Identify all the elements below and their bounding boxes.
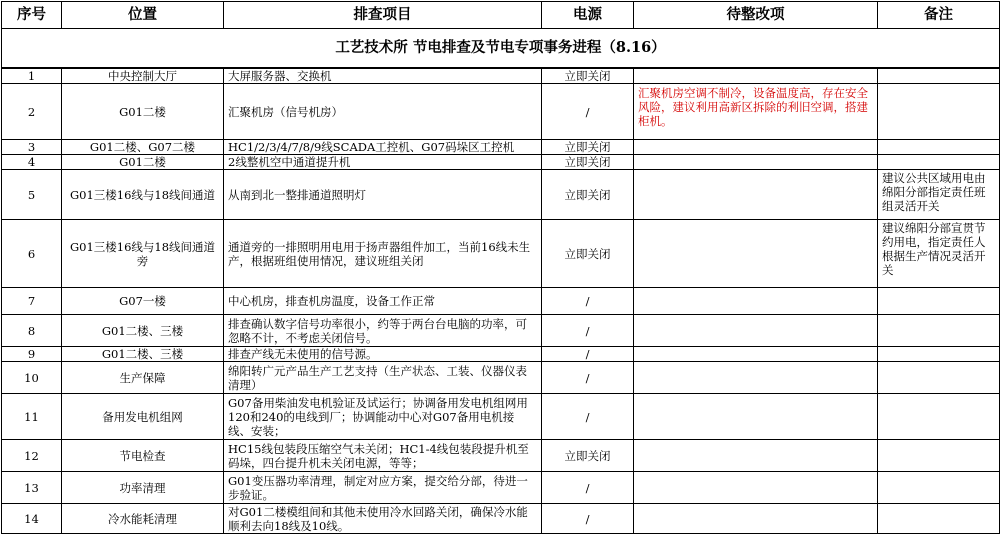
table-row [2,440,1000,472]
pending-cell [634,394,878,440]
location-cell: 冷水能耗清理 [62,504,224,534]
seq-cell: 11 [2,394,62,440]
item-cell: 2线整机空中通道提升机 [224,155,542,170]
remark-cell [878,68,1000,84]
table-row [2,170,1000,220]
item-cell: HC15线包装段压缩空气未关闭；HC1-4线包装段提升机至码垛，四台提升机未关闭电源，等等； [224,440,542,472]
power-cell: 立即关闭 [542,155,634,170]
seq-cell: 1 [2,68,62,84]
seq-cell: 12 [2,440,62,472]
location-cell: G01二楼、三楼 [62,315,224,347]
table-row [2,155,1000,170]
remark-cell [878,472,1000,504]
location-cell: G01二楼、三楼 [62,347,224,362]
table-row [2,84,1000,140]
seq-cell: 13 [2,472,62,504]
power-cell: / [542,84,634,140]
location-cell: G01二楼、G07二楼 [62,140,224,155]
power-cell: / [542,394,634,440]
item-cell: 对G01二楼模组间和其他未使用冷水回路关闭，确保冷水能顺利去向18线及10线。 [224,504,542,534]
remark-cell [878,288,1000,315]
pending-cell [634,288,878,315]
pending-cell [634,315,878,347]
header-seq: 序号 [2,2,62,29]
table-row [2,220,1000,288]
seq-cell: 10 [2,362,62,394]
header-power: 电源 [542,2,634,29]
page-title: 工艺技术所 节电排查及节电专项事务进程（8.16） [2,29,1000,69]
seq-cell: 7 [2,288,62,315]
location-cell: G01三楼16线与18线间通道旁 [62,220,224,288]
seq-cell: 3 [2,140,62,155]
pending-cell [634,155,878,170]
item-cell: 汇聚机房（信号机房） [224,84,542,140]
header-remark: 备注 [878,2,1000,29]
seq-cell: 8 [2,315,62,347]
remark-cell [878,155,1000,170]
pending-cell [634,504,878,534]
header-pending: 待整改项 [634,2,878,29]
header-item: 排查项目 [224,2,542,29]
header-location: 位置 [62,2,224,29]
table-row [2,140,1000,155]
remark-cell [878,504,1000,534]
item-cell: 通道旁的一排照明用电用于扬声器组件加工，当前16线未生产，根据班组使用情况，建议班组关闭 [224,220,542,288]
power-cell: 立即关闭 [542,68,634,84]
remark-cell: 建议绵阳分部宣贯节约用电，指定责任人根据生产情况灵活开关 [878,220,1000,288]
pending-cell [634,440,878,472]
table-row [2,394,1000,440]
item-cell: 中心机房，排查机房温度，设备工作正常 [224,288,542,315]
seq-cell: 9 [2,347,62,362]
power-cell: / [542,362,634,394]
seq-cell: 2 [2,84,62,140]
pending-cell [634,347,878,362]
table-row [2,362,1000,394]
item-cell: 排查产线无未使用的信号源。 [224,347,542,362]
power-cell: 立即关闭 [542,440,634,472]
header-row [2,2,1000,29]
item-cell: 从南到北一整排通道照明灯 [224,170,542,220]
item-cell: G01变压器功率清理，制定对应方案，提交给分部，待进一步验证。 [224,472,542,504]
location-cell: G07一楼 [62,288,224,315]
location-cell: 节电检查 [62,440,224,472]
pending-cell [634,472,878,504]
location-cell: 生产保障 [62,362,224,394]
location-cell: 功率清理 [62,472,224,504]
remark-cell [878,440,1000,472]
item-cell: 排查确认数字信号功率很小，约等于两台台电脑的功率，可忽略不计，不考虑关闭信号。 [224,315,542,347]
location-cell: 中央控制大厅 [62,68,224,84]
table-row [2,504,1000,534]
location-cell: G01三楼16线与18线间通道 [62,170,224,220]
item-cell: HC1/2/3/4/7/8/9线SCADA工控机、G07码垛区工控机 [224,140,542,155]
table-row [2,472,1000,504]
seq-cell: 5 [2,170,62,220]
remark-cell [878,315,1000,347]
remark-cell [878,140,1000,155]
location-cell: G01二楼 [62,84,224,140]
remark-cell: 建议公共区域用电由绵阳分部指定责任班组灵活开关 [878,170,1000,220]
location-cell: G01二楼 [62,155,224,170]
progress-table [1,1,1000,534]
pending-cell [634,68,878,84]
power-cell: 立即关闭 [542,170,634,220]
item-cell: 大屏服务器、交换机 [224,68,542,84]
seq-cell: 4 [2,155,62,170]
remark-cell [878,347,1000,362]
remark-cell [878,84,1000,140]
pending-cell [634,170,878,220]
pending-cell: 汇聚机房空调不制冷，设备温度高，存在安全风险，建议利用高新区拆除的利旧空调，搭建柜机。 [634,84,878,140]
pending-cell [634,220,878,288]
power-cell: / [542,472,634,504]
power-cell: 立即关闭 [542,220,634,288]
power-cell: / [542,347,634,362]
power-cell: / [542,504,634,534]
item-cell: G07备用柴油发电机验证及试运行；协调备用发电机组网用120和240的电线到厂；协调能动中心对G07备用电机接线、安装； [224,394,542,440]
title-row [2,29,1000,69]
power-cell: 立即关闭 [542,140,634,155]
table-row [2,315,1000,347]
item-cell: 绵阳转广元产品生产工艺支持（生产状态、工装、仪器仪表清理） [224,362,542,394]
table-row [2,68,1000,84]
table-row [2,288,1000,315]
location-cell: 备用发电机组网 [62,394,224,440]
table-row [2,347,1000,362]
power-cell: / [542,315,634,347]
seq-cell: 6 [2,220,62,288]
pending-cell [634,362,878,394]
remark-cell [878,362,1000,394]
power-cell: / [542,288,634,315]
remark-cell [878,394,1000,440]
seq-cell: 14 [2,504,62,534]
pending-cell [634,140,878,155]
